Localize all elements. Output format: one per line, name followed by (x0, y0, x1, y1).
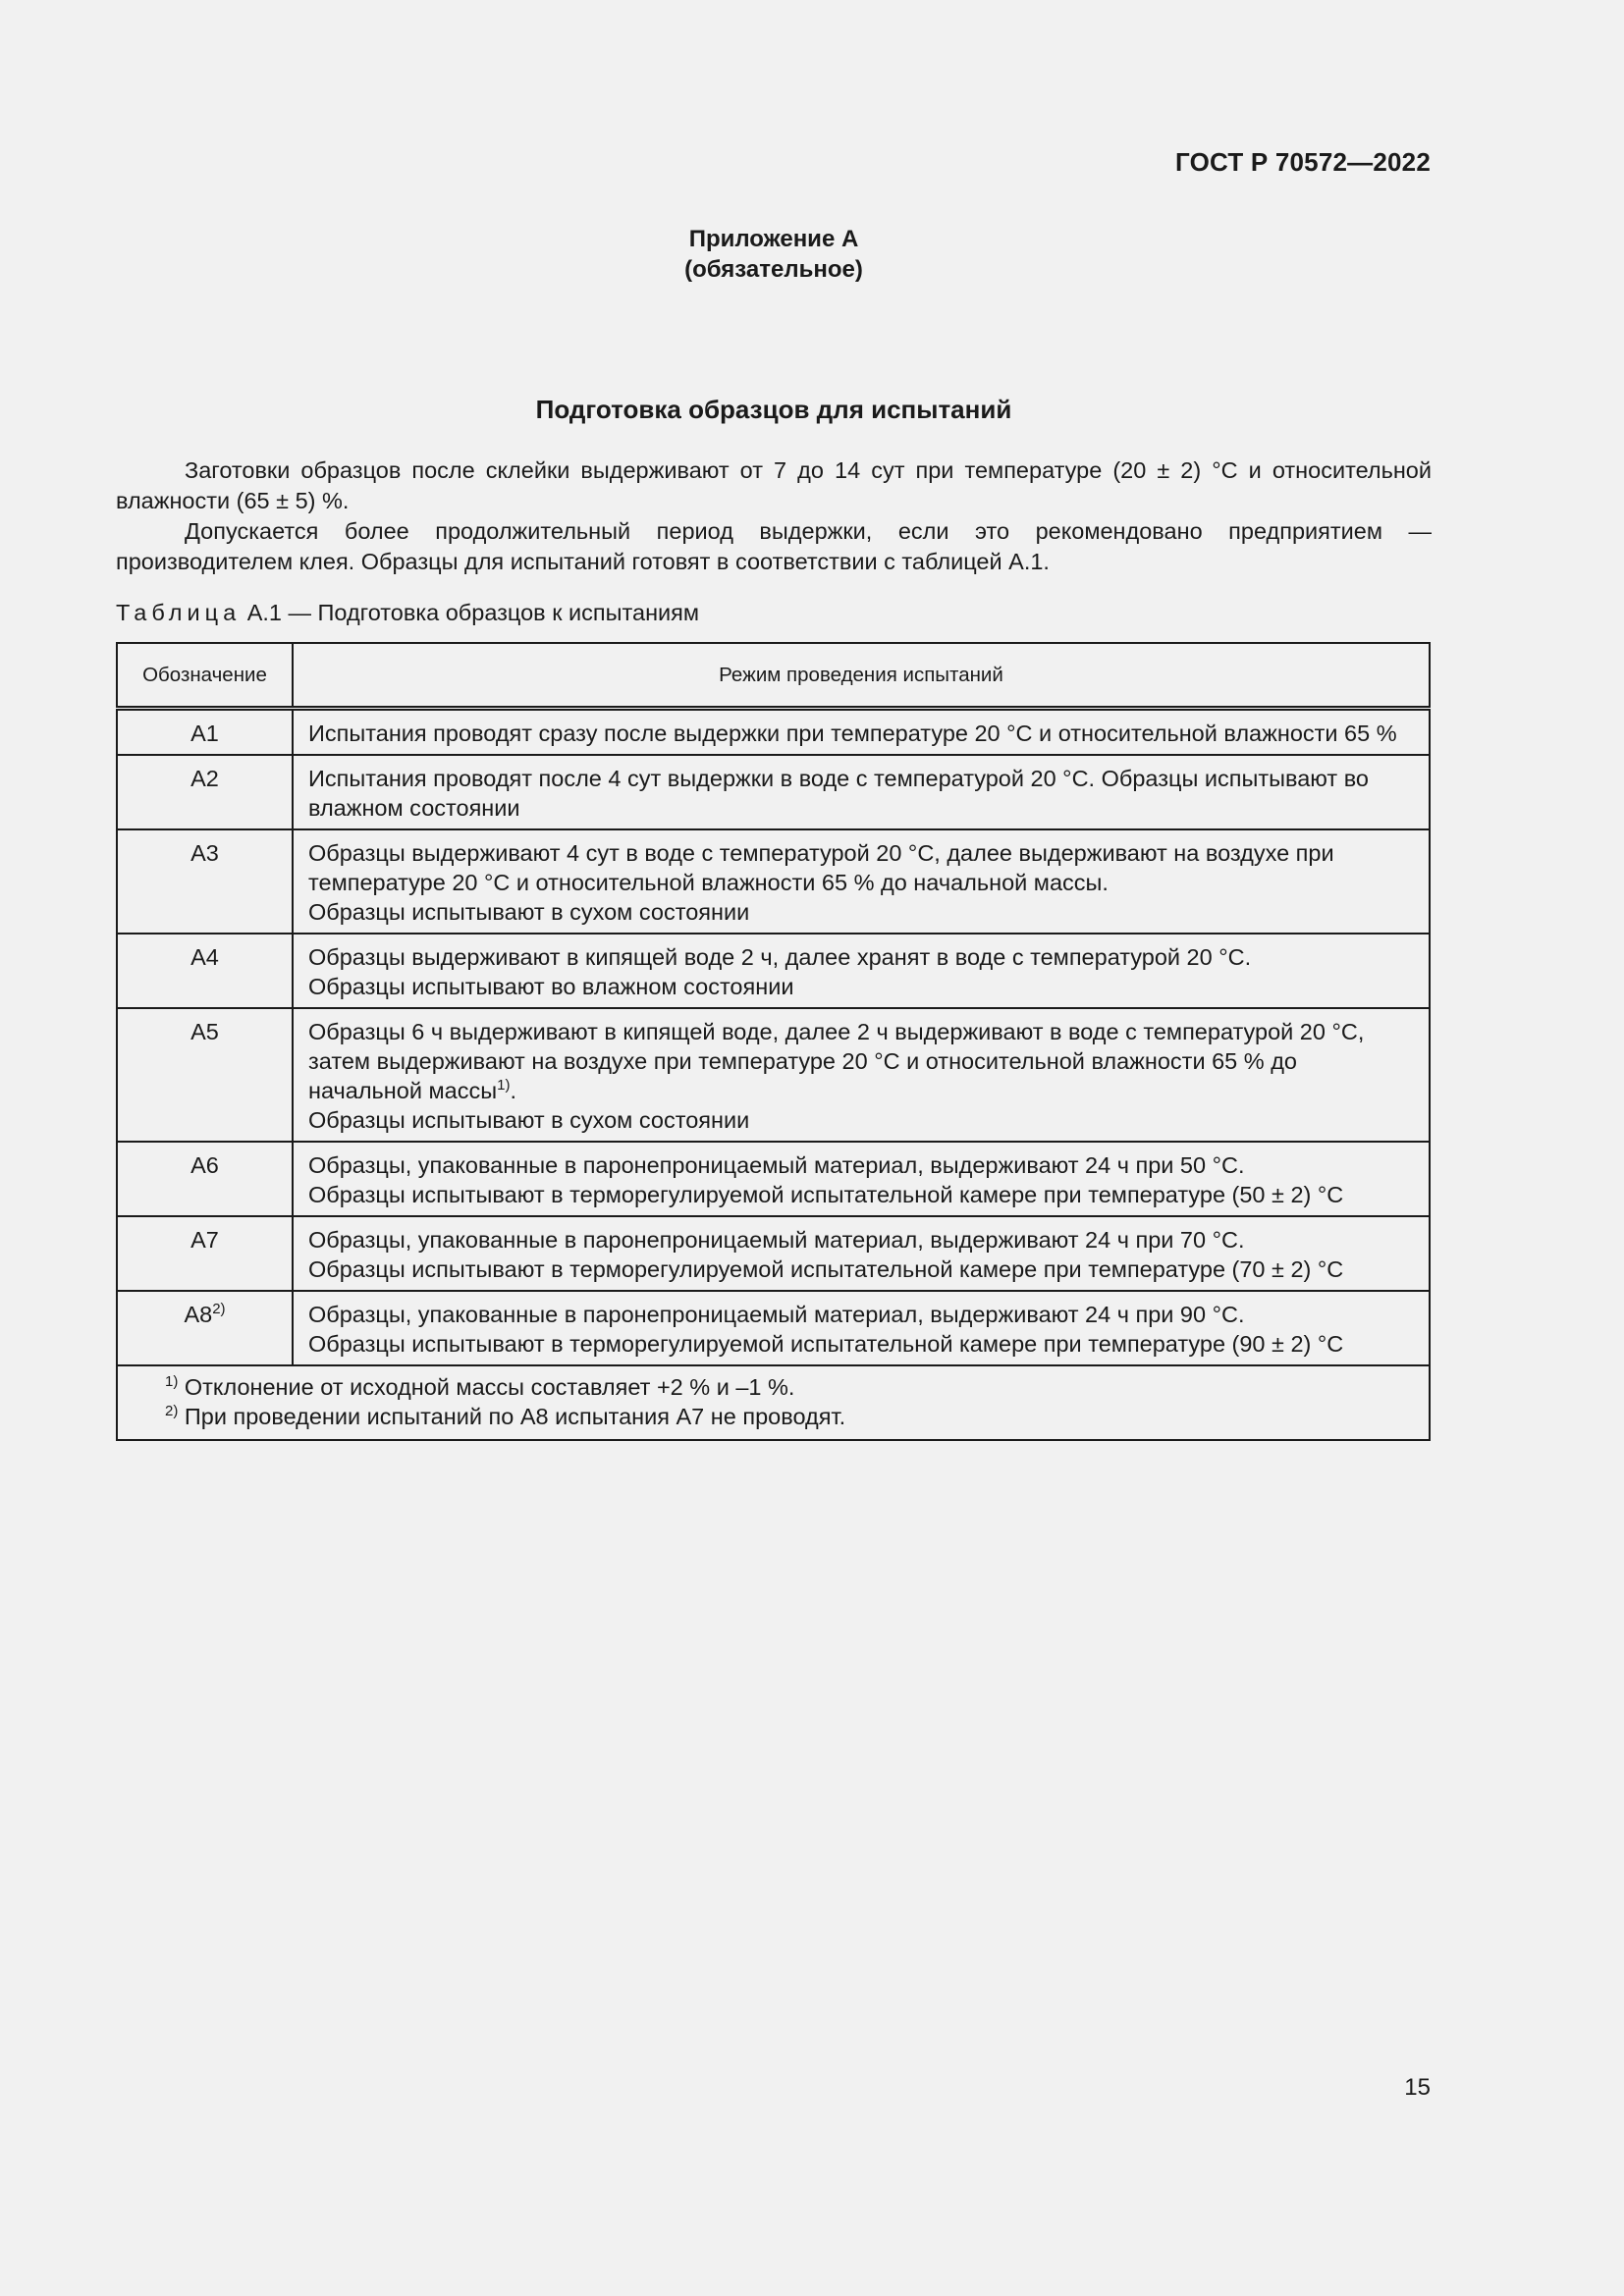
row-code: А2 (117, 755, 293, 829)
table-row (117, 1216, 1430, 1291)
table-header-row (117, 643, 1430, 709)
footnote-text: При проведении испытаний по А8 испытания А7 не проводят. (184, 1404, 846, 1429)
table-row (117, 1008, 1430, 1142)
mode-line: Образцы, упакованные в паронепроницаемый материал, выдерживают 24 ч при 50 °С. (308, 1152, 1245, 1178)
mode-line: Испытания проводят после 4 сут выдержки в воде с температурой 20 °С. Образцы испытывают во влажном состоянии (308, 766, 1370, 821)
mode-line: Образцы испытывают в терморегулируемой испытательной камере при температуре (70 ± 2) °С (308, 1256, 1344, 1282)
table-row (117, 1291, 1430, 1365)
footnote-mark: 1) (497, 1077, 511, 1094)
row-mode (293, 1142, 1430, 1216)
row-code: А4 (117, 934, 293, 1008)
row-code (117, 1291, 293, 1365)
mode-line: Образцы, упакованные в паронепроницаемый материал, выдерживают 24 ч при 70 °С. (308, 1227, 1245, 1253)
preparation-table (116, 642, 1431, 1441)
row-mode (293, 709, 1430, 756)
footnote-mark: 2) (165, 1403, 179, 1419)
mode-line: Образцы испытывают в терморегулируемой испытательной камере при температуре (50 ± 2) °С (308, 1182, 1344, 1207)
paragraph: Допускается более продолжительный период выдержки, если это рекомендовано предприятием — производителем клея. Образцы для испытаний готовят в соответствии с таблицей А.1. (116, 518, 1432, 574)
mode-text: Образцы 6 ч выдерживают в кипящей воде, далее 2 ч выдерживают в воде с температурой 20 °С, затем выдерживают на воздухе при температуре 20 °С и относительной влажности 65 % до начальной массы (308, 1019, 1365, 1103)
mode-line: Испытания проводят сразу после выдержки при температуре 20 °С и относительной влажности 65 % (308, 721, 1397, 746)
table-footnotes (117, 1365, 1430, 1440)
mode-line-with-footnote (308, 1017, 1417, 1105)
page-number: 15 (1404, 2074, 1431, 2101)
footnote-mark: 2) (212, 1301, 226, 1317)
mode-line: Образцы испытывают в терморегулируемой испытательной камере при температуре (90 ± 2) °С (308, 1331, 1344, 1357)
appendix-status: (обязательное) (684, 256, 863, 283)
mode-line: Образцы испытывают в сухом состоянии (308, 899, 750, 925)
document-code: ГОСТ Р 70572—2022 (1175, 147, 1431, 177)
table-row (117, 934, 1430, 1008)
row-code: А1 (117, 709, 293, 756)
row-code: А5 (117, 1008, 293, 1142)
header-test-mode: Режим проведения испытаний (293, 643, 1430, 709)
body-text (116, 455, 1432, 577)
mode-line: Образцы, упакованные в паронепроницаемый материал, выдерживают 24 ч при 90 °С. (308, 1302, 1245, 1327)
mode-line: Образцы выдерживают 4 сут в воде с температурой 20 °С, далее выдерживают на воздухе при температуре 20 °С и относительной влажности 65 % до начальной массы. (308, 840, 1334, 895)
section-title: Подготовка образцов для испытаний (535, 395, 1012, 424)
row-code: А7 (117, 1216, 293, 1291)
table-row (117, 709, 1430, 756)
row-mode (293, 829, 1430, 934)
paragraph: Заготовки образцов после склейки выдерживают от 7 до 14 сут при температуре (20 ± 2) °С и относительной влажности (65 ± 5) %. (116, 457, 1432, 513)
appendix-title: Приложение А (688, 226, 859, 252)
footnote-mark: 1) (165, 1373, 179, 1390)
mode-line: Образцы испытывают в сухом состоянии (308, 1107, 750, 1133)
table-caption-text: А.1 — Подготовка образцов к испытаниям (246, 600, 700, 625)
table-row (117, 1142, 1430, 1216)
row-mode (293, 1008, 1430, 1142)
row-code: А6 (117, 1142, 293, 1216)
row-mode (293, 755, 1430, 829)
footnote (165, 1372, 1417, 1402)
footnote-text: Отклонение от исходной массы составляет +2 % и –1 %. (184, 1374, 795, 1400)
table-row (117, 755, 1430, 829)
mode-line: Образцы испытывают во влажном состоянии (308, 974, 794, 999)
mode-line: Образцы выдерживают в кипящей воде 2 ч, далее хранят в воде с температурой 20 °С. (308, 944, 1252, 970)
mode-text-end: . (510, 1078, 516, 1103)
table-row (117, 829, 1430, 934)
header-designation: Обозначение (117, 643, 293, 709)
table-footnotes-row (117, 1365, 1430, 1440)
footnote (165, 1402, 1417, 1431)
table-caption-label: Таблица (116, 600, 242, 625)
row-mode (293, 934, 1430, 1008)
row-code: А3 (117, 829, 293, 934)
appendix-heading (0, 224, 1547, 285)
row-mode (293, 1291, 1430, 1365)
row-mode (293, 1216, 1430, 1291)
row-code-text: А8 (184, 1302, 213, 1327)
table-caption (116, 600, 699, 626)
